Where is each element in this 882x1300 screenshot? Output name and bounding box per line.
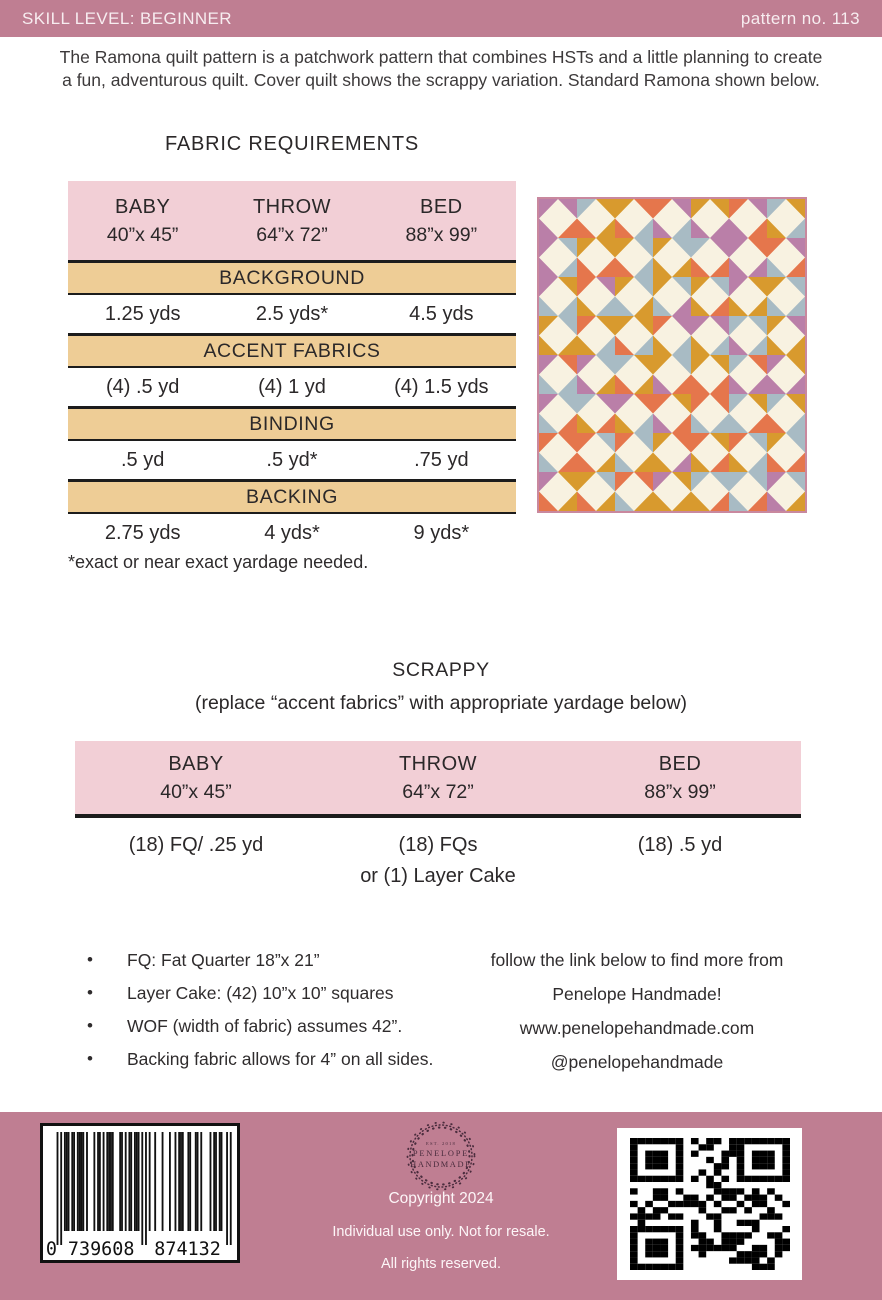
note-item: • Layer Cake: (42) 10”x 10” squares	[85, 981, 435, 1005]
note-item: • Backing fabric allows for 4” on all sides.	[85, 1047, 435, 1071]
top-bar	[0, 0, 882, 37]
section-band: BACKING	[68, 479, 516, 514]
value-cell: .5 yd	[120, 449, 165, 471]
yardage-footnote: *exact or near exact yardage needed.	[68, 552, 369, 572]
value-cell: .5 yd*	[266, 449, 318, 471]
column-name: BABY	[114, 196, 171, 218]
section-band: BINDING	[68, 406, 516, 441]
section-values-row	[68, 295, 516, 333]
copyright-text: Copyright 2024	[388, 1190, 494, 1207]
fabric-requirements-title: FABRIC REQUIREMENTS	[164, 133, 420, 155]
note-item: • WOF (width of fabric) assumes 42”.	[85, 1014, 435, 1038]
column-size: 64”x 72”	[256, 224, 328, 246]
intro-line-2: a fun, adventurous quilt. Cover quilt shows the scrappy variation. Standard Ramona shown below.	[62, 70, 820, 91]
column-size: 88”x 99”	[644, 781, 716, 803]
value-cell: (4) .5 yd	[105, 376, 180, 398]
column-name: THROW	[252, 196, 332, 218]
section-band: BACKGROUND	[68, 260, 516, 295]
value-cell: .75 yd	[414, 449, 469, 471]
notes-section	[85, 948, 435, 1081]
value-cell: 2.5 yds*	[255, 303, 329, 325]
value-cell	[75, 830, 317, 892]
scrappy-title: SCRAPPY	[392, 659, 490, 681]
value-cell: (4) 1 yd	[258, 376, 326, 398]
scrappy-table	[75, 741, 801, 892]
svg-text:0: 0	[45, 1238, 58, 1260]
contact-line: @penelopehandmade	[550, 1052, 724, 1072]
fabric-table-header	[68, 181, 516, 260]
qr-code-icon	[630, 1138, 790, 1270]
section-values-row	[68, 441, 516, 479]
brand-logo	[403, 1118, 479, 1194]
scrappy-table-header	[75, 741, 801, 818]
section-values-row	[68, 368, 516, 406]
svg-text:874132: 874132	[154, 1238, 221, 1260]
scrappy-subtitle: (replace “accent fabrics” with appropriate yardage below)	[194, 692, 688, 714]
svg-text:PENELOPE: PENELOPE	[412, 1149, 470, 1158]
qr-code	[617, 1128, 802, 1280]
contact-line: follow the link below to find more from	[490, 950, 784, 970]
pattern-number: pattern no. 113	[740, 8, 860, 28]
value-cell	[317, 830, 559, 892]
section-values-row	[68, 514, 516, 552]
column-name: BED	[420, 196, 463, 218]
value-cell: 4 yds*	[264, 522, 320, 544]
value-cell: 1.25 yds	[104, 303, 181, 325]
column-header	[367, 196, 516, 247]
value-cell: 4.5 yds	[409, 303, 474, 325]
value-cell: (4) 1.5 yds	[394, 376, 489, 398]
svg-text:HANDMADE: HANDMADE	[410, 1160, 472, 1169]
note-item: • FQ: Fat Quarter 18”x 21”	[85, 948, 435, 972]
column-name: THROW	[398, 753, 478, 775]
svg-text:739608: 739608	[67, 1238, 135, 1260]
quilt-preview	[537, 197, 807, 513]
column-name: BABY	[168, 753, 224, 775]
svg-text:EST. 2018: EST. 2018	[425, 1141, 457, 1146]
column-header	[68, 196, 217, 247]
value-cell: 2.75 yds	[104, 522, 181, 544]
rights-text: All rights reserved.	[380, 1256, 502, 1272]
column-size: 64”x 72”	[402, 781, 474, 803]
fabric-table	[68, 181, 516, 552]
intro-line-1: The Ramona quilt pattern is a patchwork pattern that combines HSTs and a little planning to create	[59, 47, 823, 67]
scrappy-values-row	[75, 818, 801, 892]
value-cell: 9 yds*	[413, 522, 470, 544]
column-header	[559, 753, 801, 804]
skill-level-label: SKILL LEVEL: BEGINNER	[22, 8, 232, 28]
notes-list	[85, 948, 435, 1072]
column-name: BED	[658, 753, 702, 775]
section-band: ACCENT FABRICS	[68, 333, 516, 368]
value-line: or (1) Layer Cake	[360, 865, 516, 887]
column-header	[217, 196, 366, 247]
contact-block	[462, 950, 812, 1086]
value-line: (18) FQ/ .25 yd	[128, 834, 264, 856]
footer	[0, 1112, 882, 1300]
value-line: (18) FQs	[398, 834, 478, 856]
quilt-illustration	[539, 199, 805, 511]
column-size: 40”x 45”	[160, 781, 232, 803]
intro-text	[50, 46, 832, 92]
column-size: 88”x 99”	[405, 224, 478, 246]
usage-text: Individual use only. Not for resale.	[332, 1224, 550, 1240]
column-header	[317, 753, 559, 804]
contact-line: www.penelopehandmade.com	[519, 1018, 755, 1038]
contact-line: Penelope Handmade!	[552, 984, 722, 1004]
value-line: (18) .5 yd	[637, 834, 723, 856]
value-cell	[559, 830, 801, 892]
column-header	[75, 753, 317, 804]
column-size: 40”x 45”	[106, 224, 179, 246]
